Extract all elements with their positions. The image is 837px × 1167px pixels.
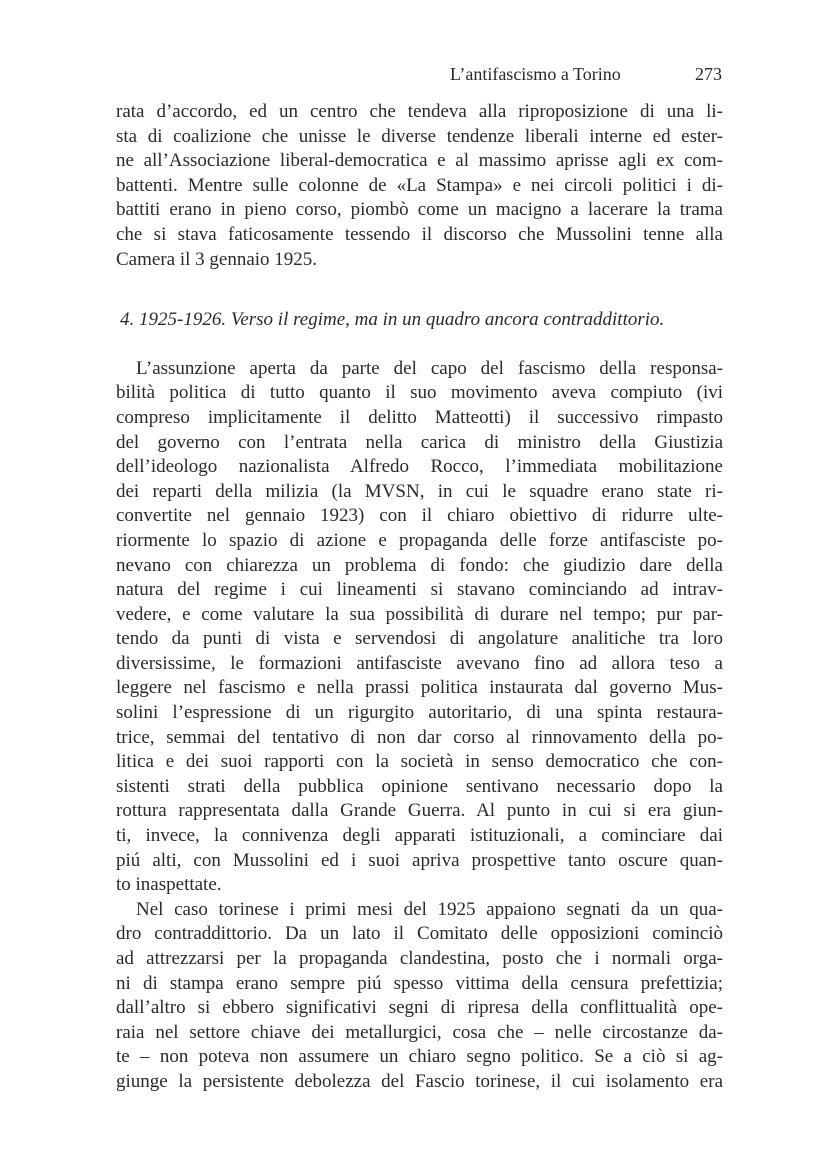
text-line: raia nel settore chiave dei metallurgici, cosa che – nelle circostanze da- [116, 1021, 723, 1043]
running-head-title: L’antifascismo a Torino [450, 64, 621, 84]
section-heading: 4. 1925-1926. Verso il regime, ma in un quadro ancora contraddittorio. [120, 309, 665, 331]
text-line: ad attrezzarsi per la propaganda clandestina, posto che i normali orga- [116, 948, 723, 969]
running-head [450, 64, 722, 88]
text-line: giunge la persistente debolezza del Fascio torinese, il cui isolamento era [116, 1070, 723, 1092]
text-line: diversissime, le formazioni antifasciste avevano fino ad allora teso a [116, 652, 723, 674]
text-line: bilità politica di tutto quanto il suo movimento aveva compiuto (ivi [116, 382, 723, 404]
text-line: che si stava faticosamente tessendo il discorso che Mussolini tenne alla [116, 223, 723, 245]
text-line: Nel caso torinese i primi mesi del 1925 appaiono segnati da un qua- [136, 898, 723, 920]
page-number: 273 [695, 64, 722, 84]
text-line: battenti. Mentre sulle colonne de «La Stampa» e nei circoli politici i di- [116, 174, 723, 196]
text-line: ni di stampa erano sempre piú spesso vittima della censura prefettizia; [116, 972, 723, 994]
paragraph-1 [116, 100, 723, 272]
text-line: vedere, e come valutare la sua possibilità di durare nel tempo; pur par- [116, 603, 723, 625]
text-line: sta di coalizione che unisse le diverse tendenze liberali interne ed ester- [116, 125, 723, 147]
text-line: to inaspettate. [116, 874, 222, 896]
text-line: litica e dei suoi rapporti con la società in senso democratico che con- [116, 751, 723, 773]
text-line: dall’altro si ebbero significativi segni di ripresa della conflittualità ope- [116, 997, 723, 1019]
text-line: natura del regime i cui lineamenti si stavano cominciando ad intrav- [116, 579, 723, 601]
text-line: ne all’Associazione liberal-democratica e al massimo aprisse agli ex com- [116, 150, 723, 172]
text-line: dro contraddittorio. Da un lato il Comitato delle opposizioni cominciò [116, 923, 723, 945]
text-line: L’assunzione aperta da parte del capo del fascismo della responsa- [136, 357, 723, 379]
text-line: compreso implicitamente il delitto Matteotti) il successivo rimpasto [116, 406, 723, 428]
text-line: solini l’espressione di un rigurgito autoritario, di una spinta restaura- [116, 702, 723, 724]
body-text [116, 100, 723, 1095]
text-line: battiti erano in pieno corso, piombò come un macigno a lacerare la trama [116, 199, 723, 221]
text-line: del governo con l’entrata nella carica di ministro della Giustizia [116, 431, 723, 453]
text-line: rottura rappresentata dalla Grande Guerra. Al punto in cui si era giun- [116, 800, 723, 822]
text-line: riormente lo spazio di azione e propaganda delle forze antifasciste po- [116, 529, 723, 551]
text-line: trice, semmai del tentativo di non dar corso al rinnovamento della po- [116, 726, 723, 748]
text-line: sistenti strati della pubblica opinione sentivano necessario dopo la [116, 775, 723, 797]
text-line: nevano con chiarezza un problema di fondo: che giudizio dare della [116, 554, 723, 576]
paragraph-3 [116, 898, 723, 1095]
text-line: rata d’accordo, ed un centro che tendeva alla riproposizione di una li- [116, 101, 723, 122]
text-line: Camera il 3 gennaio 1925. [116, 248, 318, 270]
text-line: leggere nel fascismo e nella prassi politica instaurata dal governo Mus- [116, 677, 723, 699]
paragraph-2 [116, 357, 723, 898]
text-line: tendo da punti di vista e servendosi di angolature analitiche tra loro [116, 628, 723, 650]
text-line: ti, invece, la connivenza degli apparati istituzionali, a cominciare dai [116, 825, 723, 847]
text-line: dei reparti della milizia (la MVSN, in cui le squadre erano state ri- [116, 480, 723, 502]
text-line: convertite nel gennaio 1923) con il chiaro obiettivo di ridurre ulte- [116, 505, 723, 527]
text-line: dell’ideologo nazionalista Alfredo Rocco, l’immediata mobilitazione [116, 456, 723, 478]
text-line: piú alti, con Mussolini ed i suoi apriva prospettive tanto oscure quan- [116, 849, 723, 871]
text-line: te – non poteva non assumere un chiaro segno politico. Se a ciò si ag- [116, 1046, 723, 1068]
